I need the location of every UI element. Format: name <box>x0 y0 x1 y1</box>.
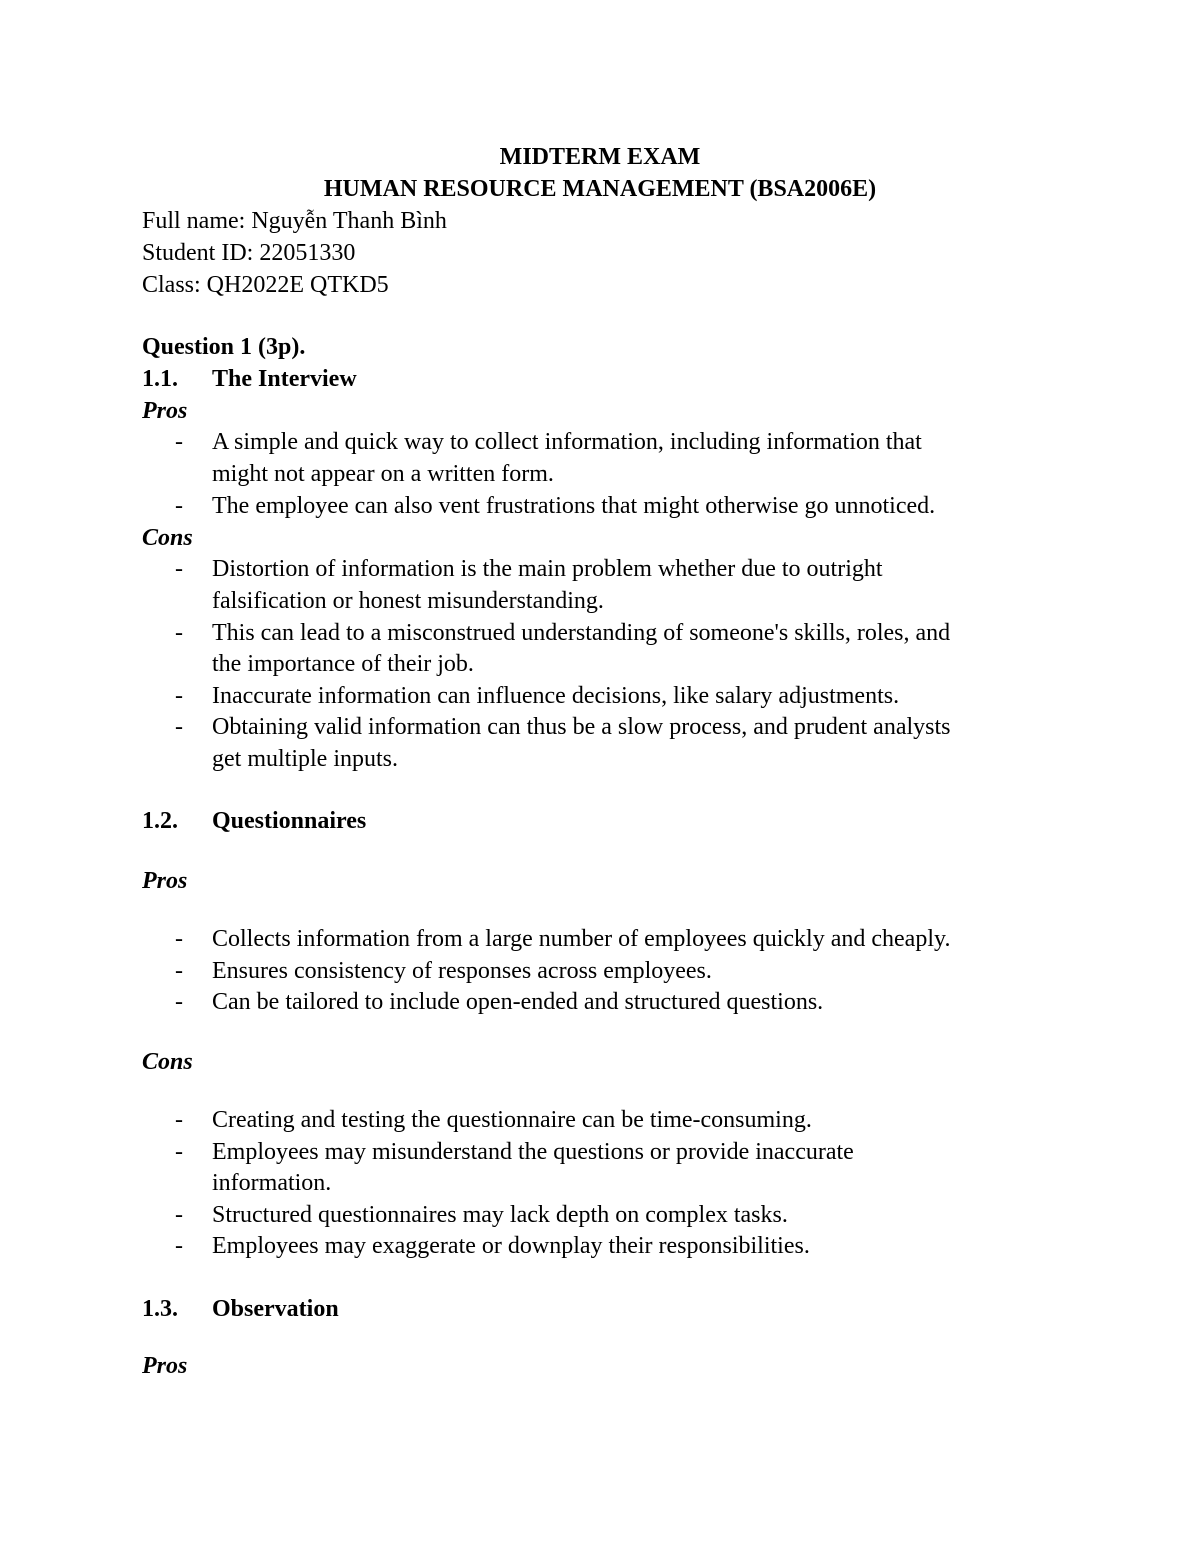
list-item <box>0 1230 1200 1262</box>
list-item-text: Obtaining valid information can thus be a slow process, and prudent analysts <box>212 714 951 740</box>
list-item <box>0 680 1200 712</box>
list-item <box>0 986 1200 1018</box>
list-item-text: Can be tailored to include open-ended and structured questions. <box>212 989 824 1015</box>
pros-label: Pros <box>142 1353 188 1379</box>
section-title: Observation <box>212 1296 339 1322</box>
list-item-continuation <box>0 648 1200 680</box>
exam-title: MIDTERM EXAM <box>499 144 701 170</box>
list-item <box>0 1199 1200 1231</box>
bullet-dash: - <box>175 1139 183 1165</box>
class-info: Class: QH2022E QTKD5 <box>142 272 389 298</box>
list-item-text: Creating and testing the questionnaire can be time-consuming. <box>212 1107 812 1133</box>
question-title: Question 1 (3p). <box>142 334 306 360</box>
list-item-text: falsification or honest misunderstanding. <box>212 588 604 614</box>
list-item <box>0 1136 1200 1168</box>
list-item <box>0 553 1200 585</box>
section-title: The Interview <box>212 366 357 392</box>
section-heading <box>0 363 1200 395</box>
list-item <box>0 923 1200 955</box>
bullet-dash: - <box>175 714 183 740</box>
cons-label: Cons <box>142 1049 193 1075</box>
course-title: HUMAN RESOURCE MANAGEMENT (BSA2006E) <box>323 176 877 202</box>
bullet-dash: - <box>175 493 183 519</box>
bullet-dash: - <box>175 989 183 1015</box>
list-item-text: Employees may misunderstand the questions or provide inaccurate <box>212 1139 854 1165</box>
list-item-text: information. <box>212 1170 332 1196</box>
bullet-dash: - <box>175 556 183 582</box>
list-item <box>0 955 1200 987</box>
section-title: Questionnaires <box>212 808 367 834</box>
list-item <box>0 490 1200 522</box>
list-item-text: might not appear on a written form. <box>212 461 554 487</box>
pros-label: Pros <box>142 868 188 894</box>
list-item-text: Distortion of information is the main problem whether due to outright <box>212 556 883 582</box>
list-item-text: This can lead to a misconstrued understanding of someone's skills, roles, and <box>212 620 951 646</box>
section-heading <box>0 805 1200 837</box>
list-item-continuation <box>0 743 1200 775</box>
section-heading <box>0 1293 1200 1325</box>
bullet-dash: - <box>175 429 183 455</box>
pros-label: Pros <box>142 398 188 424</box>
bullet-dash: - <box>175 1107 183 1133</box>
list-item <box>0 1104 1200 1136</box>
list-item-text: Structured questionnaires may lack depth on complex tasks. <box>212 1202 788 1228</box>
bullet-dash: - <box>175 926 183 952</box>
list-item-text: get multiple inputs. <box>212 746 398 772</box>
list-item-text: Employees may exaggerate or downplay their responsibilities. <box>212 1233 810 1259</box>
section-number: 1.3. <box>142 1296 178 1322</box>
list-item-text: the importance of their job. <box>212 651 474 677</box>
bullet-dash: - <box>175 620 183 646</box>
list-item <box>0 711 1200 743</box>
bullet-dash: - <box>175 1202 183 1228</box>
student-id: Student ID: 22051330 <box>142 240 356 266</box>
list-item-text: Inaccurate information can influence decisions, like salary adjustments. <box>212 683 900 709</box>
list-item-text: Ensures consistency of responses across employees. <box>212 958 712 984</box>
cons-label: Cons <box>142 525 193 551</box>
section-number: 1.2. <box>142 808 178 834</box>
list-item-continuation <box>0 458 1200 490</box>
full-name: Full name: Nguyễn Thanh Bình <box>142 208 447 234</box>
list-item-text: Collects information from a large number of employees quickly and cheaply. <box>212 926 951 952</box>
list-item-continuation <box>0 1167 1200 1199</box>
section-number: 1.1. <box>142 366 178 392</box>
bullet-dash: - <box>175 958 183 984</box>
bullet-dash: - <box>175 683 183 709</box>
list-item-continuation <box>0 585 1200 617</box>
list-item <box>0 617 1200 649</box>
list-item <box>0 426 1200 458</box>
list-item-text: A simple and quick way to collect information, including information that <box>212 429 922 455</box>
bullet-dash: - <box>175 1233 183 1259</box>
list-item-text: The employee can also vent frustrations that might otherwise go unnoticed. <box>212 493 936 519</box>
